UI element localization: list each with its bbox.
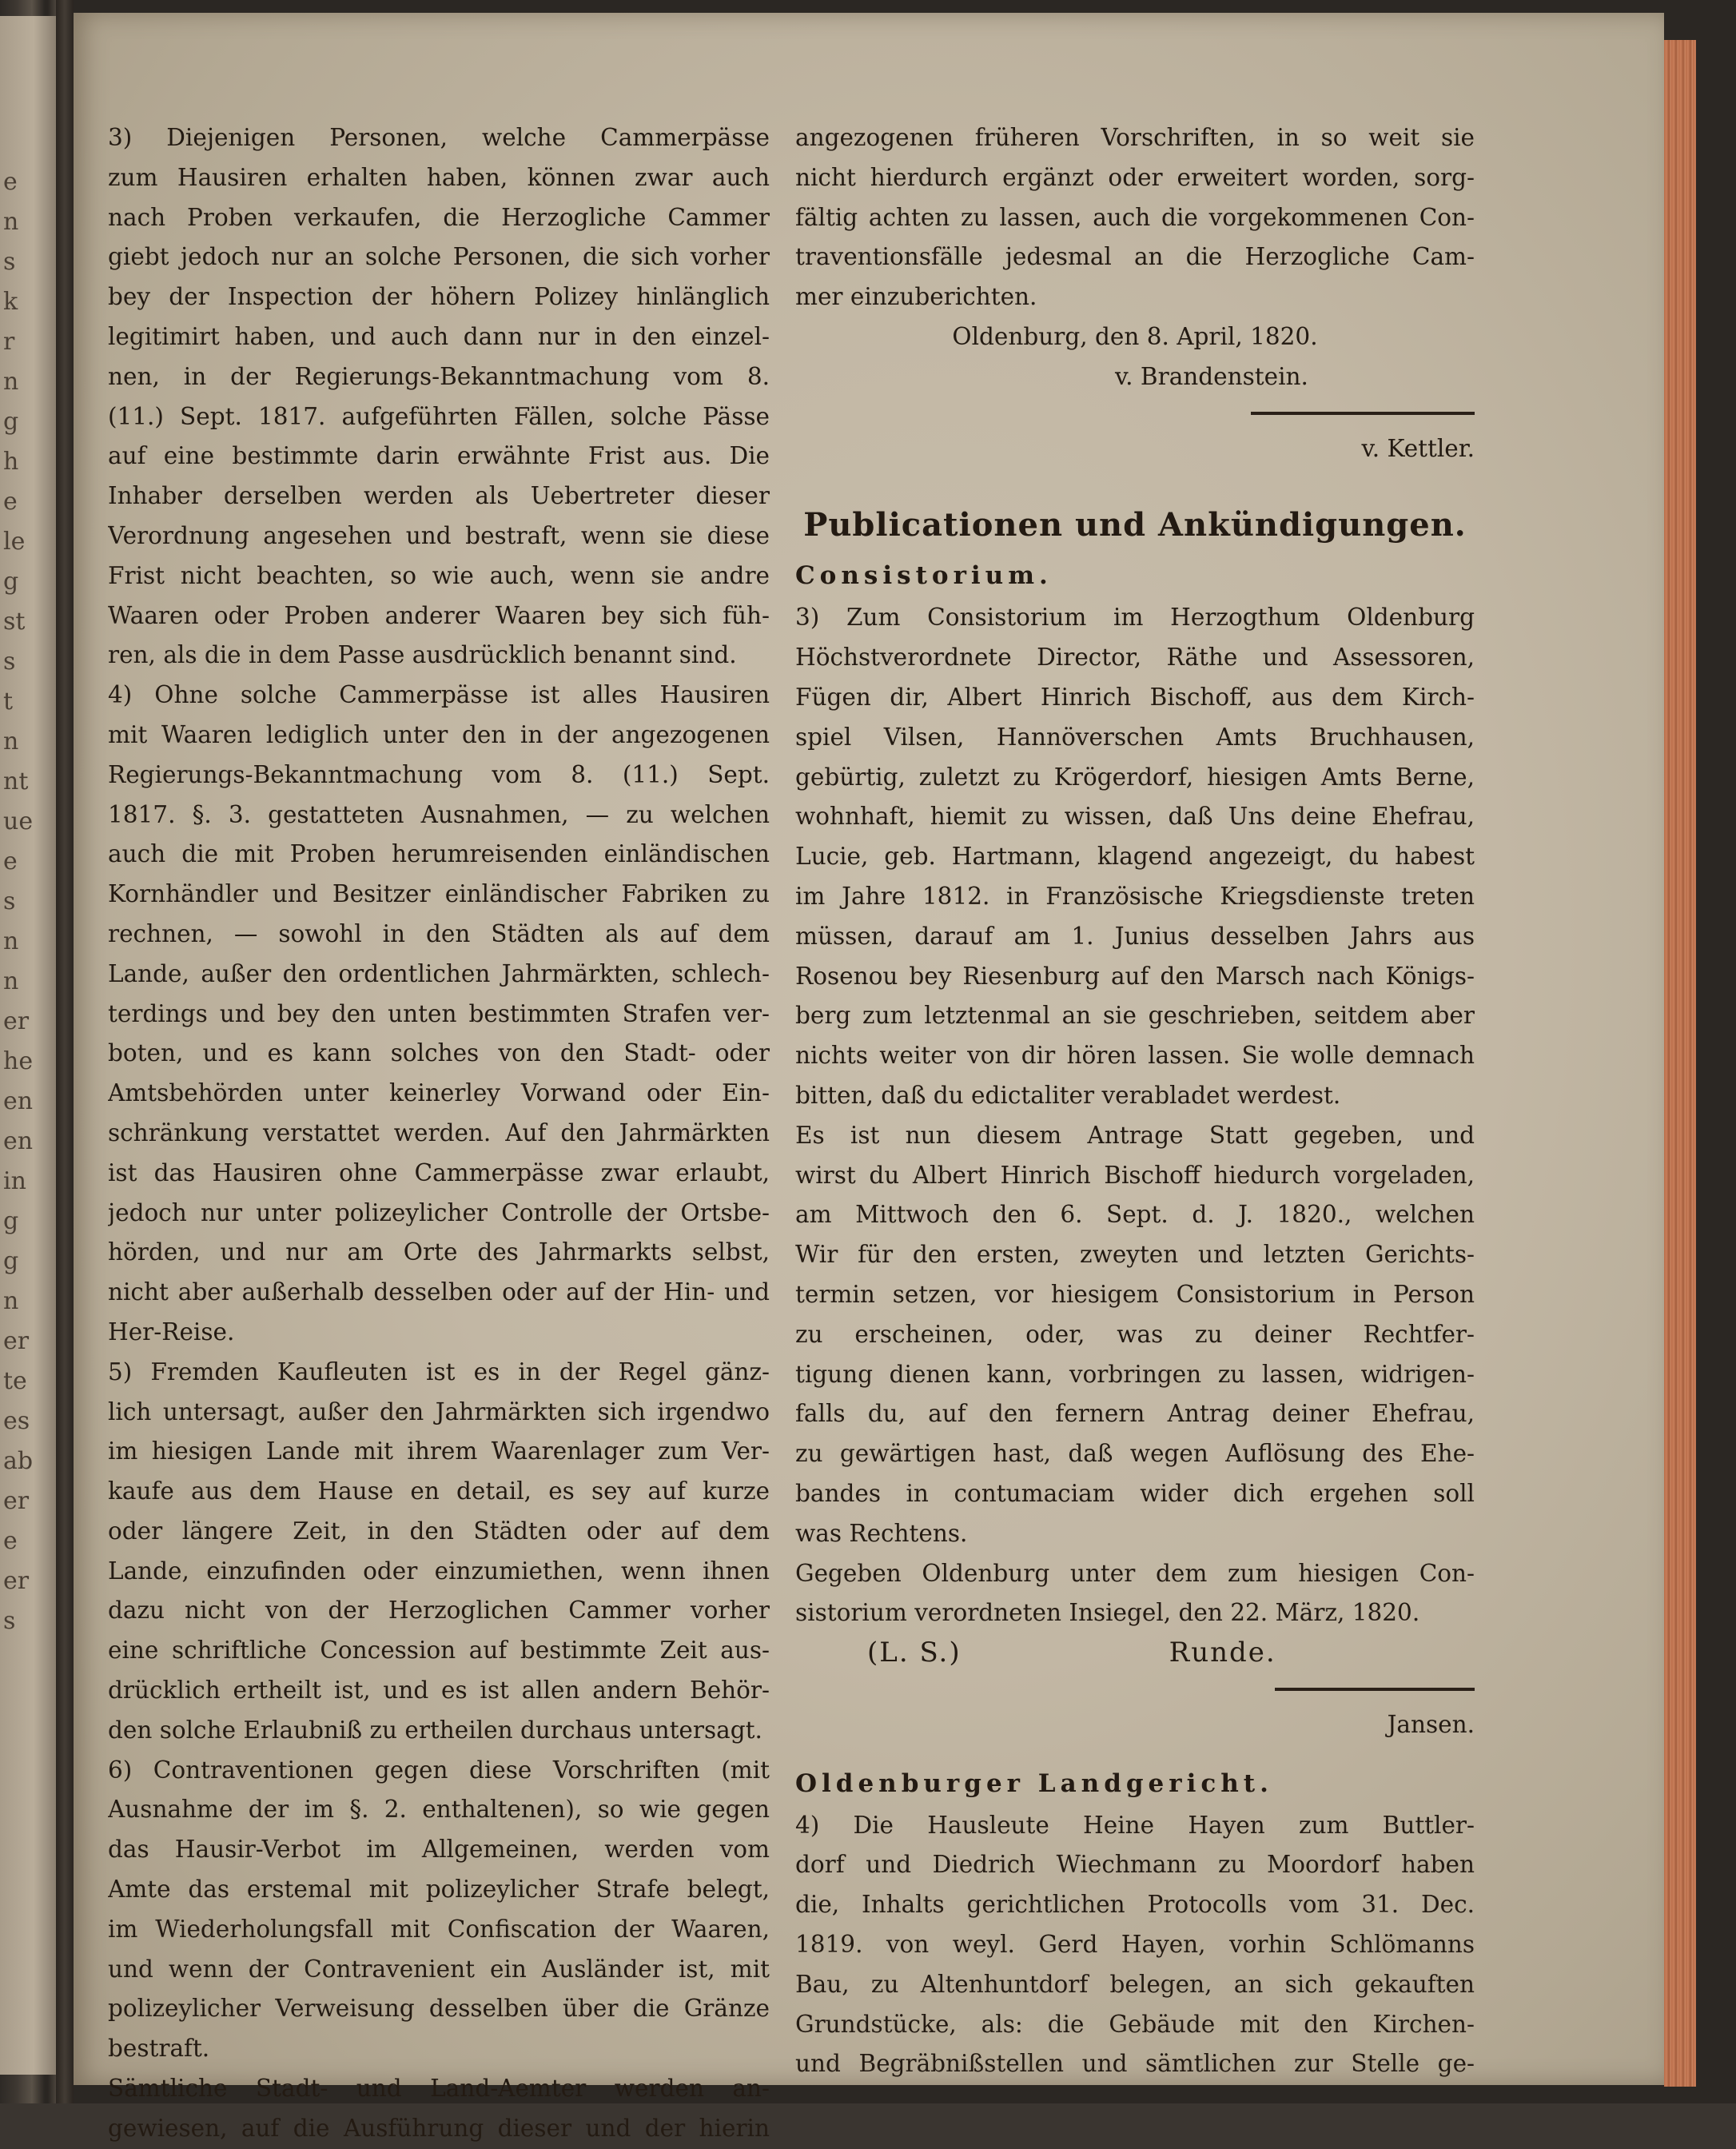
facing-page-fragment: s (3, 248, 16, 276)
text-line: das Hausir-Verbot im Allgemeinen, werden vom (108, 1836, 770, 1864)
facing-page-fragment: st (3, 608, 26, 636)
text-line: 3) Diejenigen Personen, welche Cammerpässe (108, 124, 770, 151)
facing-page-fragment: s (3, 1607, 16, 1635)
facing-page-fragment: n (3, 368, 19, 396)
text-line: hörden, und nur am Orte des Jahrmarkts selbst, (108, 1238, 770, 1266)
facing-page-fragment: e (3, 847, 18, 875)
text-line: Regierungs-Bekanntmachung vom 8. (11.) Sept. (108, 760, 770, 788)
text-line: und wenn der Contravenient ein Ausländer ist, mit (108, 1955, 770, 1983)
text-line: im Jahre 1812. in Französische Kriegsdienste treten (795, 882, 1475, 910)
text-line: Inhaber derselben werden als Uebertreter dieser (108, 482, 770, 510)
text-line: 6) Contraventionen gegen diese Vorschriften (mit (108, 1756, 770, 1784)
signature-runde: Runde. (1169, 1637, 1276, 1669)
facing-page-fragment: h (3, 448, 19, 476)
facing-page-fragment: er (3, 1487, 30, 1515)
text-line: Fügen dir, Albert Hinrich Bischoff, aus dem Kirch- (795, 683, 1475, 711)
facing-page-fragment: en (3, 1127, 34, 1155)
text-line: Lande, einzufinden oder einzumiethen, wenn ihnen (108, 1557, 770, 1585)
text-line: dorf und Diedrich Wiechmann zu Moordorf haben (795, 1851, 1475, 1879)
text-line: ren, als die in dem Passe ausdrücklich benannt sind. (108, 641, 737, 669)
text-line: wirst du Albert Hinrich Bischoff hiedurch vorgeladen, (795, 1161, 1475, 1189)
facing-page-fragment: r (3, 328, 15, 356)
text-line: bandes in contumaciam wider dich ergehen soll (795, 1479, 1475, 1507)
text-line: Amtsbehörden unter keinerley Vorwand oder Ein- (108, 1079, 770, 1107)
text-line: polizeylicher Verweisung desselben über die Gränze (108, 1995, 770, 2023)
text-line: wohnhaft, hiemit zu wissen, daß Uns deine Ehefrau, (795, 803, 1475, 831)
text-line: den solche Erlaubniß zu ertheilen durchaus untersagt. (108, 1716, 762, 1744)
text-line: 4) Ohne solche Cammerpässe ist alles Hausiren (108, 681, 770, 709)
text-line: fältig achten zu lassen, auch die vorgekommenen Con- (795, 203, 1475, 231)
text-line: 3) Zum Consistorium im Herzogthum Oldenburg (795, 604, 1475, 632)
text-line: Kornhändler und Besitzer einländischer Fabriken zu (108, 880, 770, 908)
text-line: müssen, darauf am 1. Junius desselben Jahrs aus (795, 922, 1475, 950)
text-line: drücklich ertheilt ist, und es ist allen andern Behör- (108, 1677, 770, 1704)
text-line: Her-Reise. (108, 1318, 235, 1346)
signature-brandenstein: v. Brandenstein. (1115, 362, 1308, 390)
text-line: nicht hierdurch ergänzt oder erweitert worden, sorg- (795, 163, 1475, 191)
facing-page-fragment: e (3, 168, 18, 196)
signature-jansen: Jansen. (1387, 1710, 1475, 1738)
facing-page-fragment: le (3, 528, 26, 556)
text-line: nach Proben verkaufen, die Herzogliche Cammer (108, 203, 770, 231)
seal-mark: (L. S.) (867, 1637, 962, 1669)
text-line: terdings und bey den unten bestimmten Strafen ver- (108, 999, 770, 1027)
text-line: eine schriftliche Concession auf bestimmte Zeit aus- (108, 1637, 770, 1665)
text-line: Gegeben Oldenburg unter dem zum hiesigen Con- (795, 1559, 1475, 1587)
facing-page-fragment: n (3, 728, 19, 756)
facing-page-fragment: k (3, 288, 18, 316)
facing-page-fragment: e (3, 488, 18, 516)
text-line: gewiesen, auf die Ausführung dieser und der hierin (108, 2114, 770, 2142)
text-line: bitten, daß du edictaliter verabladet werdest. (795, 1081, 1341, 1109)
text-line: gebürtig, zuletzt zu Krögerdorf, hiesigen Amts Berne, (795, 763, 1475, 791)
text-line: die, Inhalts gerichtlichen Protocolls vom 31. Dec. (795, 1891, 1475, 1919)
text-line: Höchstverordnete Director, Räthe und Assessoren, (795, 644, 1475, 672)
facing-page-fragment: g (3, 1207, 19, 1235)
text-line: rechnen, — sowohl in den Städten als auf dem (108, 919, 770, 947)
landgericht-title: Oldenburger Landgericht. (795, 1768, 1273, 1798)
facing-page-fragment: n (3, 927, 19, 955)
facing-page-fragment: t (3, 688, 14, 716)
text-line: am Mittwoch den 6. Sept. d. J. 1820., welchen (795, 1201, 1475, 1229)
text-line: angezogenen früheren Vorschriften, in so weit sie (795, 124, 1475, 151)
text-line: kaufe aus dem Hause en detail, es sey auf kurze (108, 1477, 770, 1505)
text-line: Es ist nun diesem Antrage Statt gegeben, und (795, 1121, 1475, 1149)
text-line: zu gewärtigen hast, daß wegen Auflösung des Ehe- (795, 1440, 1475, 1468)
text-line: oder längere Zeit, in den Städten oder auf dem (108, 1517, 770, 1545)
text-line: Wir für den ersten, zweyten und letzten Gerichts- (795, 1241, 1475, 1269)
facing-page-fragment: he (3, 1047, 34, 1075)
text-line: zu erscheinen, oder, was zu deiner Rechtfer- (795, 1320, 1475, 1348)
right-text-column (795, 118, 1475, 2084)
seal-line (795, 1633, 1475, 1673)
facing-page-fragment: in (3, 1167, 26, 1195)
text-line: jedoch nur unter polizeylicher Controlle der Ortsbe- (108, 1198, 770, 1226)
page-stack-edge (1664, 40, 1696, 2087)
text-line: was Rechtens. (795, 1519, 968, 1547)
text-line: Sämtliche Stadt- und Land-Aemter werden an- (108, 2075, 770, 2103)
text-line: bey der Inspection der höhern Polizey hinlänglich (108, 283, 770, 311)
text-line: falls du, auf den fernern Antrag deiner Ehefrau, (795, 1400, 1475, 1428)
text-line: termin setzen, vor hiesigem Consistorium in Person (795, 1280, 1475, 1308)
text-line: Verordnung angesehen und bestraft, wenn sie diese (108, 521, 770, 549)
facing-page-fragment: s (3, 887, 16, 915)
text-line: 1819. von weyl. Gerd Hayen, vorhin Schlömanns (795, 1931, 1475, 1959)
facing-page-fragment: n (3, 967, 19, 995)
text-line: Grundstücke, als: die Gebäude mit den Kirchen- (795, 2010, 1475, 2038)
facing-page-fragment: n (3, 208, 19, 236)
facing-page-fragment: nt (3, 768, 29, 795)
text-line: im Wiederholungsfall mit Confiscation der Waaren, (108, 1915, 770, 1943)
text-line: auf eine bestimmte darin erwähnte Frist aus. Die (108, 442, 770, 470)
facing-page-fragment: g (3, 568, 19, 596)
facing-page-fragment: er (3, 1567, 30, 1595)
facing-page-fragment: er (3, 1327, 30, 1355)
date-line: Oldenburg, den 8. April, 1820. (952, 322, 1318, 350)
text-line: tigung dienen kann, vorbringen zu lassen, widrigen- (795, 1360, 1475, 1388)
text-line: und Begräbnißstellen und sämtlichen zur Stelle ge- (795, 2050, 1475, 2078)
text-line: giebt jedoch nur an solche Personen, die sich vorher (108, 243, 770, 271)
text-line: Ausnahme der im §. 2. enthaltenen), so wie gegen (108, 1796, 770, 1824)
consistorium-title: Consistorium. (795, 561, 1053, 591)
divider-rule (1251, 412, 1475, 415)
text-line: auch die mit Proben herumreisenden einländischen (108, 840, 770, 868)
text-line: Rosenou bey Riesenburg auf den Marsch nach Königs- (795, 962, 1475, 990)
facing-page-fragment: ab (3, 1447, 34, 1475)
text-line: dazu nicht von der Herzoglichen Cammer vorher (108, 1597, 770, 1625)
text-line: Lande, außer den ordentlichen Jahrmärkten, schlech- (108, 959, 770, 987)
facing-page-fragment: er (3, 1007, 30, 1035)
text-line: schränkung verstattet werden. Auf den Jahrmärkten (108, 1118, 770, 1146)
text-line: im hiesigen Lande mit ihrem Waarenlager zum Ver- (108, 1437, 770, 1465)
divider-rule (1275, 1688, 1475, 1691)
text-line: nen, in der Regierungs-Bekanntmachung vom 8. (108, 362, 770, 390)
facing-page-fragment: n (3, 1287, 19, 1315)
left-text-column (108, 118, 770, 2149)
text-line: Bau, zu Altenhuntdorf belegen, an sich gekauften (795, 1970, 1475, 1998)
text-line: legitimirt haben, und auch dann nur in den einzel- (108, 322, 770, 350)
text-line: zum Hausiren erhalten haben, können zwar auch (108, 163, 770, 191)
text-line: traventionsfälle jedesmal an die Herzogliche Cam- (795, 243, 1475, 271)
facing-page-fragment: g (3, 1247, 19, 1275)
text-line: sistorium verordneten Insiegel, den 22. März, 1820. (795, 1599, 1420, 1627)
text-line: boten, und es kann solches von den Stadt- oder (108, 1039, 770, 1067)
facing-page-fragment: es (3, 1407, 30, 1435)
facing-page-fragment: s (3, 648, 16, 676)
text-line: nicht aber außerhalb desselben oder auf der Hin- und (108, 1278, 770, 1306)
text-line: Amte das erstemal mit polizeylicher Strafe belegt, (108, 1876, 770, 1904)
text-line: Waaren oder Proben anderer Waaren bey sich füh- (108, 601, 770, 629)
text-line: bestraft. (108, 2035, 210, 2063)
text-line: berg zum letztenmal an sie geschrieben, seitdem aber (795, 1002, 1475, 1030)
facing-page-fragment: ue (3, 807, 34, 835)
text-line: spiel Vilsen, Hannöverschen Amts Bruchhausen, (795, 723, 1475, 751)
text-line: 1817. §. 3. gestatteten Ausnahmen, — zu welchen (108, 800, 770, 828)
facing-page-fragment: te (3, 1367, 27, 1395)
signature-kettler: v. Kettler. (1361, 434, 1475, 462)
text-line: Lucie, geb. Hartmann, klagend angezeigt, du habest (795, 843, 1475, 871)
text-line: (11.) Sept. 1817. aufgeführten Fällen, solche Pässe (108, 402, 770, 430)
facing-page-fragment: e (3, 1527, 18, 1555)
facing-page-edge (0, 16, 56, 2075)
text-line: mit Waaren lediglich unter den in der angezogenen (108, 720, 770, 748)
facing-page-fragment: en (3, 1087, 34, 1115)
text-line: 4) Die Hausleute Heine Hayen zum Buttler- (795, 1811, 1475, 1839)
text-line: nichts weiter von dir hören lassen. Sie wolle demnach (795, 1042, 1475, 1070)
text-line: 5) Fremden Kaufleuten ist es in der Regel gänz- (108, 1358, 770, 1385)
text-line: ist das Hausiren ohne Cammerpässe zwar erlaubt, (108, 1158, 770, 1186)
facing-page-fragment: g (3, 408, 19, 436)
text-line: lich untersagt, außer den Jahrmärkten sich irgendwo (108, 1397, 770, 1425)
text-line: mer einzuberichten. (795, 283, 1037, 311)
text-line: Frist nicht beachten, so wie auch, wenn sie andre (108, 561, 770, 589)
section-heading: Publicationen und Ankündigungen. (803, 506, 1467, 544)
book-gutter (56, 0, 74, 2103)
